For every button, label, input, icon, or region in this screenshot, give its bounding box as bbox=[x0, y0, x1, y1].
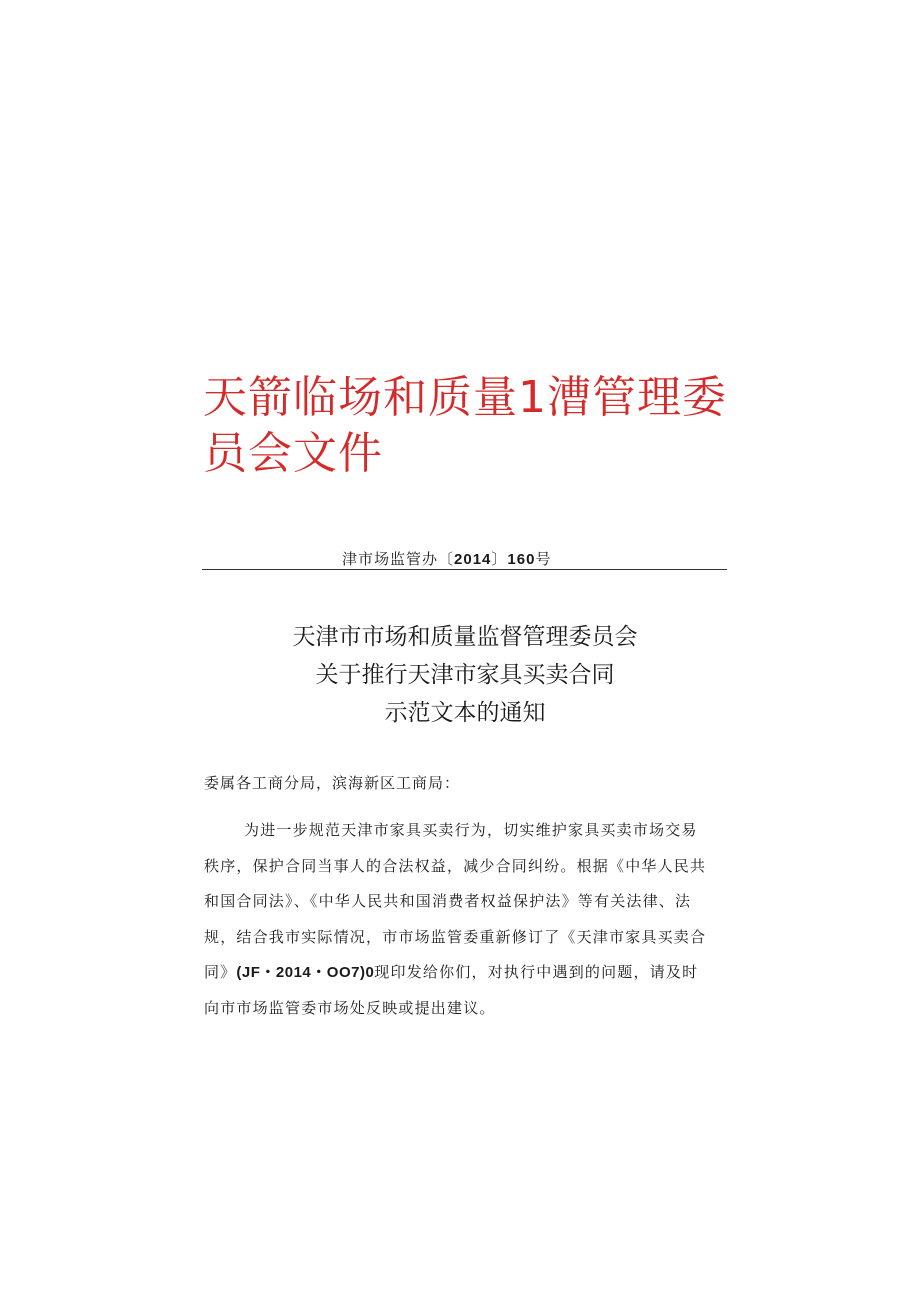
doc-number-number: 160 bbox=[507, 551, 536, 568]
contract-code: (JF・2014・OO7)0 bbox=[236, 964, 375, 981]
document-number bbox=[342, 548, 551, 569]
notice-title-line1: 天津市市场和质量监督管理委员会 bbox=[292, 624, 638, 650]
notice-title-line3: 示范文本的通知 bbox=[384, 700, 546, 726]
body-line-5-pre: 同》 bbox=[204, 963, 237, 981]
body-paragraph bbox=[204, 813, 728, 1026]
doc-number-middle: 〕 bbox=[491, 550, 508, 568]
header-title-line1: 天箭临场和质量1漕管理委 bbox=[203, 372, 727, 423]
notice-title-line2: 关于推行天津市家具买卖合同 bbox=[315, 662, 615, 688]
doc-number-suffix: 号 bbox=[535, 550, 552, 568]
body-line-2: 秩序，保护合同当事人的合法权益，减少合同纠纷。根据《中华人民共 bbox=[204, 856, 707, 875]
salutation: 委属各工商分局，滨海新区工商局： bbox=[204, 774, 461, 792]
header-divider bbox=[202, 569, 727, 570]
body-line-1: 为进一步规范天津市家具买卖行为，切实维护家具买卖市场交易 bbox=[244, 821, 698, 839]
body-line-5-post: 现印发给你们，对执行中遇到的问题，请及时 bbox=[374, 963, 699, 981]
header-title-line2: 员会文件 bbox=[203, 428, 383, 479]
body-line-3: 和国合同法》、《中华人民共和国消费者权益保护法》等有关法律、法 bbox=[204, 892, 692, 910]
doc-number-prefix: 津市场监管办〔 bbox=[342, 550, 455, 568]
body-line-6: 向市市场监管委市场处反映或提出建议。 bbox=[204, 998, 496, 1017]
body-line-4: 规，结合我市实际情况，市市场监管委重新修订了《天津市家具买卖合 bbox=[204, 927, 707, 946]
red-header-title bbox=[203, 370, 743, 482]
notice-title bbox=[180, 618, 750, 732]
body-line-5 bbox=[204, 955, 728, 991]
doc-number-year: 2014 bbox=[454, 551, 492, 568]
